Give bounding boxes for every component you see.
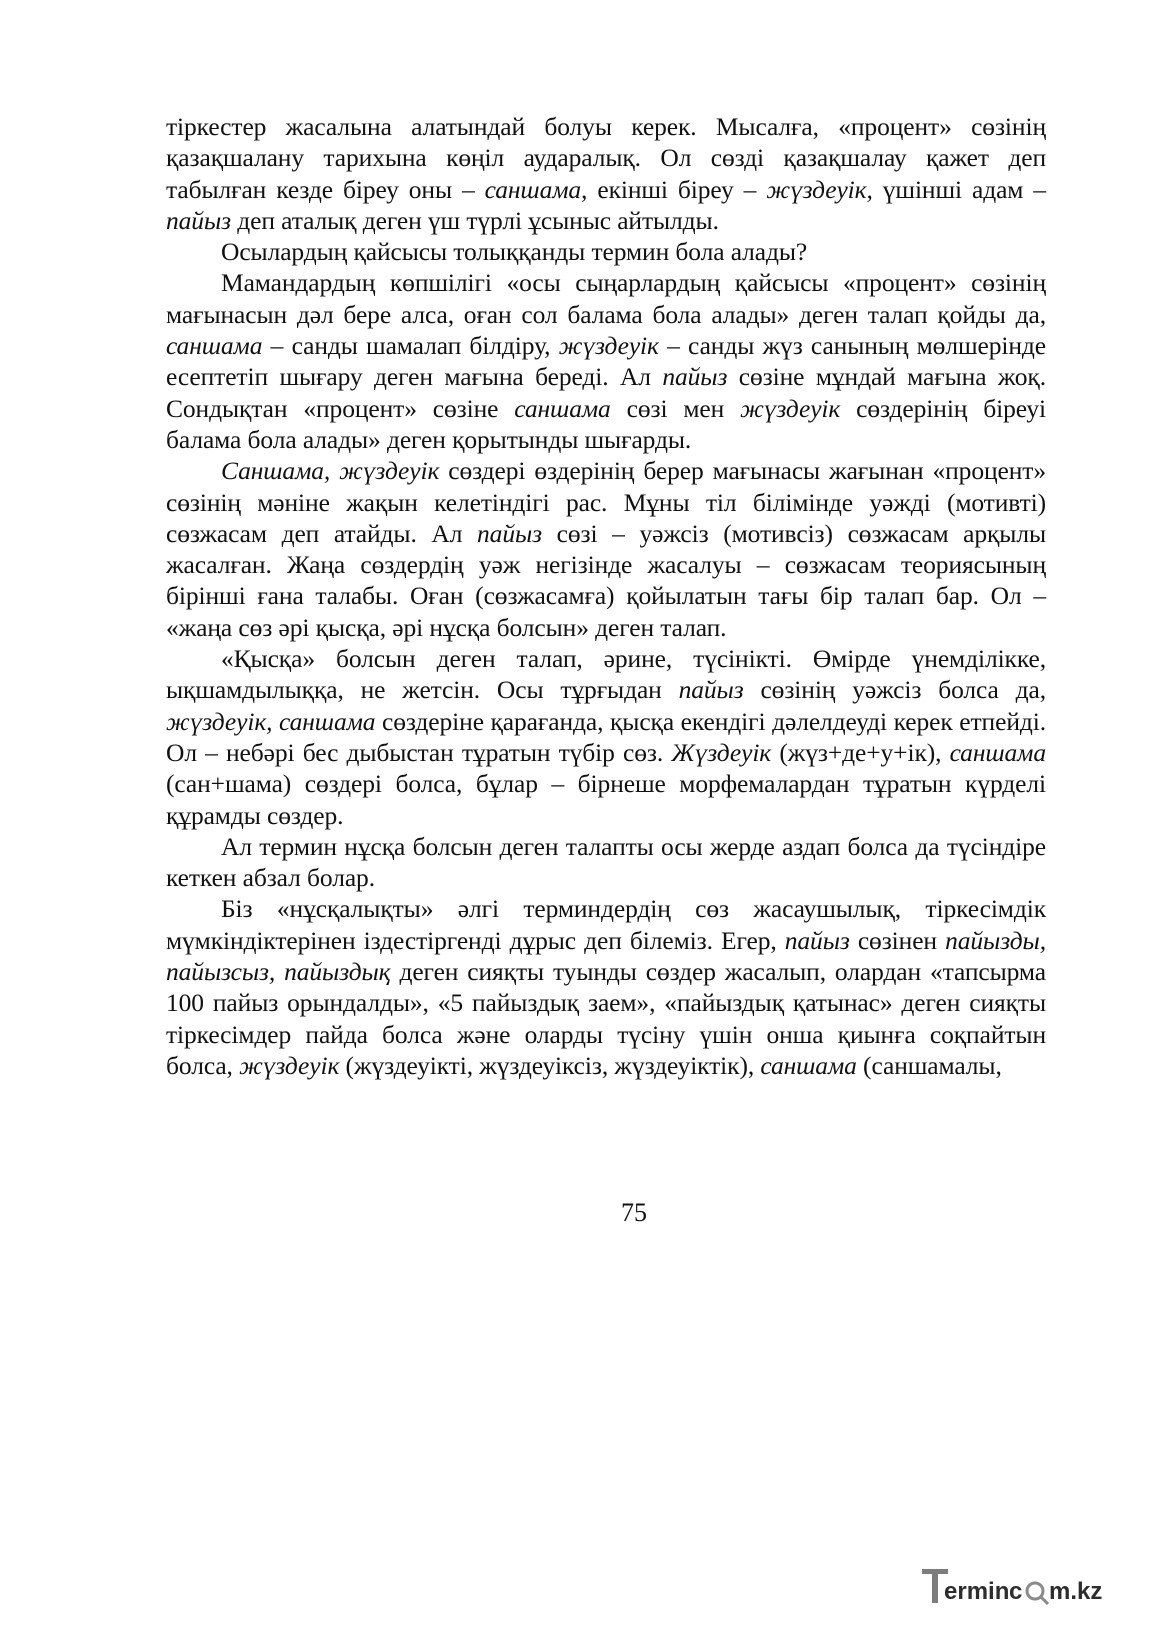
svg-text:ermin: ermin	[944, 1578, 1010, 1605]
italic-term: жүздеуік	[558, 331, 659, 361]
text-run: сөздеріне қарағанда, қысқа екендігі дәлелдеуді керек етпейді. Ол – небәрі бес дыбыстан тұратын түбір сөз.	[166, 706, 1046, 767]
italic-term: пайыз	[662, 362, 728, 392]
italic-term: жүздеуік	[740, 393, 841, 423]
italic-term: пайыз	[678, 675, 744, 705]
termincom-logo-icon	[920, 1563, 1120, 1613]
page-number: 75	[621, 1198, 647, 1227]
text-run: Ал термин нұсқа болсын деген талапты осы жерде аздап болса да түсіндіре кеткен абзал болар.	[166, 831, 1046, 893]
text-run: сөздері өздерінің берер мағынасы жағынан «процент» сөзінің мәніне жақын келетіндігі рас. Мұны тіл білімінде уәжді (мотивті) сөзжасам деп атайды. Ал	[166, 456, 1046, 548]
text-run: сөзіне мұндай мағына жоқ. Сондықтан «процент» сөзіне	[166, 362, 1046, 423]
italic-term: Жүздеуік	[671, 737, 772, 767]
italic-term: Саншама, жүздеуік	[221, 456, 440, 486]
paragraph	[166, 236, 1046, 267]
italic-term: пайызды, пайызсыз, пайыздық	[166, 925, 1046, 987]
italic-term: саншама,	[484, 174, 588, 204]
text-run: сөзі мен	[610, 393, 741, 423]
text-run: тіркестер жасалына алатындай болуы керек. Мысалға, «процент» сөзінің қазақшалану тарихына көңіл аударалық. Ол сөзді қазақшалау қажет деп табылған кезде біреу оны –	[166, 112, 1046, 204]
text-run: (саншамалы,	[856, 1050, 1002, 1080]
italic-term: пайыз	[784, 925, 850, 955]
italic-term: пайыз	[166, 205, 231, 235]
text-run: сөзі – уәжсіз (мотивсіз) сөзжасам арқылы жасалған. Жаңа сөздердің уәж негізінде жасалуы – сөзжасам теориясының бірінші ғана талабы. Оған (сөзжасамға) қойылатын тағы бір талап бар. Ол – «жаңа сөз әрі қысқа, әрі нұсқа болсын» деген талап.	[166, 518, 1046, 642]
paragraph	[166, 267, 1046, 455]
italic-term: жүздеуік,	[766, 174, 873, 204]
italic-term: саншама	[166, 331, 263, 361]
text-run: үшінші адам –	[872, 174, 1047, 204]
document-body	[166, 111, 1046, 1081]
italic-term: саншама	[760, 1050, 857, 1080]
paragraph	[166, 111, 1046, 236]
text-run: «Қысқа» болсын деген талап, әрине, түсінікті. Өмірде үнемділікке, ықшамдылыққа, не жетсін. Осы тұрғыдан	[166, 644, 1046, 705]
svg-text:m.kz: m.kz	[1049, 1578, 1103, 1605]
paragraph	[166, 893, 1046, 1081]
paragraph-list	[166, 111, 1046, 1081]
text-run: – санды жүз санының мөлшерінде есептетіп шығару деген мағына береді. Ал	[166, 331, 1046, 392]
text-run: (жүздеуікті, жүздеуіксіз, жүздеуіктік),	[339, 1050, 761, 1080]
text-run: екінші біреу –	[587, 174, 767, 204]
text-run: деп аталық деген үш түрлі ұсыныс айтылды.	[230, 205, 719, 235]
text-run: сөзінің уәжсіз болса да,	[743, 675, 1047, 705]
text-run: Осылардың қайсысы толыққанды термин бола алады?	[221, 237, 808, 267]
text-run: Мамандардың көпшілігі «осы сыңарлардың қайсысы «процент» сөзінің мағынасын дәл бере алса, оған сол балама бола алады» деген талап қойды да,	[166, 268, 1046, 329]
text-run: Біз «нұсқалықты» әлгі терминдердің сөз жасаушылық, тіркесімдік мүмкіндіктерінен іздестіргенді дұрыс деп білеміз. Егер,	[166, 894, 1046, 955]
italic-term: пайыз	[477, 518, 542, 548]
text-run: сөзінен	[849, 925, 946, 955]
paragraph	[166, 643, 1046, 831]
svg-text:c: c	[1009, 1578, 1023, 1605]
text-run: деген сияқты туынды сөздер жасалып, олардан «тапсырма 100 пайыз орындалды», «5 пайыздық заем», «пайыздық қатынас» деген сияқты тіркесімдер пайда болса және оларды түсіну үшін онша қиынға соқпайтын болса,	[166, 957, 1046, 1080]
text-run: – санды шамалап білдіру,	[262, 331, 559, 361]
italic-term: саншама	[514, 393, 611, 423]
paragraph	[166, 455, 1046, 643]
text-run: (сан+шама) сөздері болса, бұлар – бірнеше морфемалардан тұратын күрделі құрамды сөздер.	[166, 769, 1046, 830]
italic-term: жүздеуік	[239, 1050, 340, 1080]
italic-term: жүздеуік, саншама	[166, 706, 376, 736]
italic-term: саншама	[949, 737, 1047, 767]
paragraph	[166, 831, 1046, 894]
text-run: сөздерінің біреуі балама бола алады» деген қорытынды шығарды.	[166, 393, 1047, 454]
text-run: (жүз+де+у+ік),	[771, 737, 950, 767]
